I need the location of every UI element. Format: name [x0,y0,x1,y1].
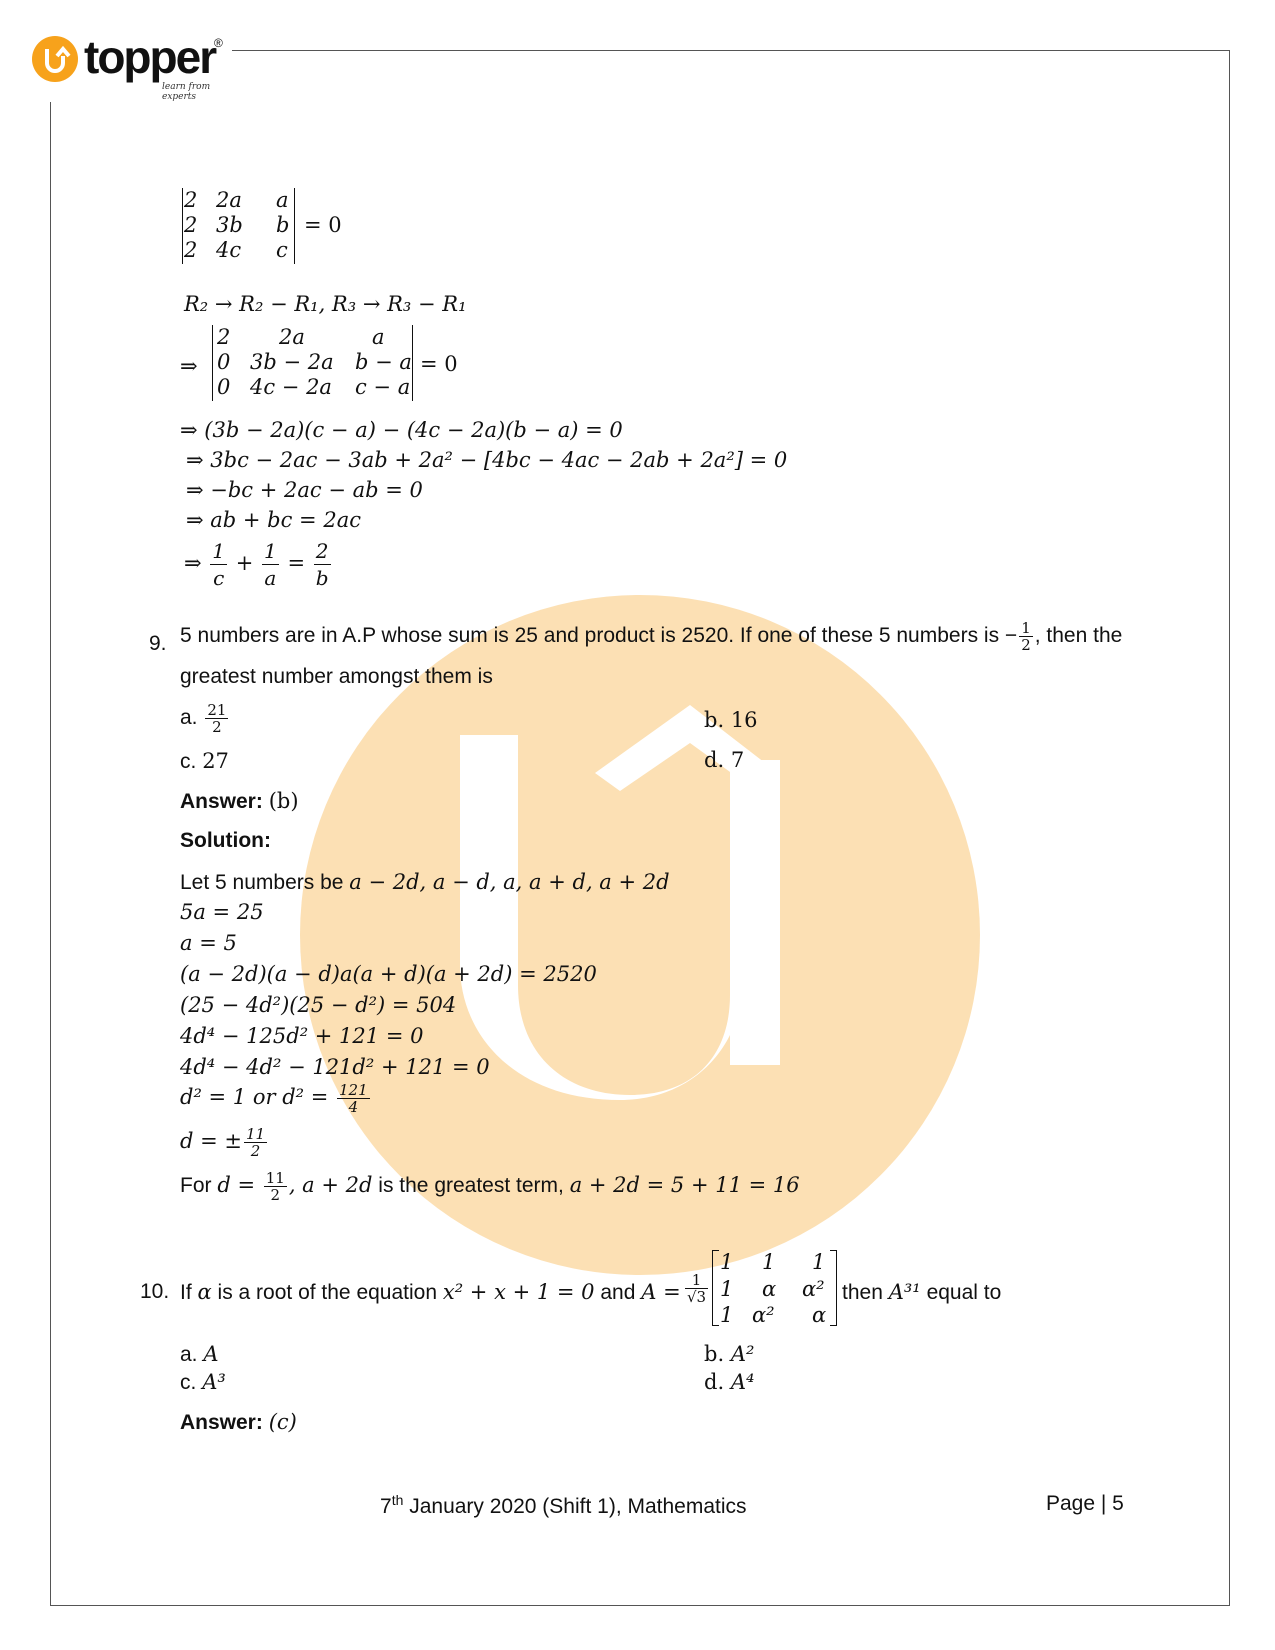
q9-option-c[interactable] [180,749,229,774]
q10-text-part: and [594,1281,642,1304]
q10-text-part: equal to [920,1281,1002,1304]
q10-option-d[interactable] [704,1370,754,1394]
q10-math: x² + x + 1 = 0 [442,1280,595,1304]
q9-solution-line [180,1082,372,1115]
solution-text: Let 5 numbers be [180,871,350,894]
det1-cell: 2a [216,188,242,212]
q9-answer [180,789,299,814]
det2-cell: 4c − 2a [250,375,332,399]
matrix-cell: 1 [720,1277,734,1301]
option-label: b. [704,1342,725,1366]
det2-cell: 2a [279,325,305,349]
q10-text-part: is a root of the equation [211,1281,443,1304]
matrix-cell: 1 [720,1303,734,1327]
det2-cell: b − a [355,350,412,374]
q9-solution-line [180,870,670,895]
q9-solution-line: 5a = 25 [180,900,264,924]
determinant-2 [212,325,417,401]
det2-cell: 0 [217,350,231,374]
solution8-final [184,538,333,591]
det1-cell: 2 [184,213,198,237]
implies-arrow: ⇒ [184,551,202,575]
option-label: a. [180,706,198,730]
logo-u-icon [32,36,78,82]
frac-den: 2 [212,718,222,736]
det1-cell: 2 [184,188,198,212]
q9-option-b[interactable] [704,708,758,732]
footer-title-text: January 2020 (Shift 1), Mathematics [403,1495,747,1518]
solution-text: is the greatest term, [372,1174,570,1198]
frac-den: 2 [250,1142,261,1160]
solution8-step: ⇒ −bc + 2ac − ab = 0 [186,478,423,502]
det1-cell: 4c [216,238,242,262]
q9-number: 9. [149,632,167,655]
option-label: c. [180,750,197,773]
frac-num: 2 [314,538,331,565]
row-operation: R₂ → R₂ − R₁, R₃ → R₃ − R₁ [184,292,467,316]
q10-option-b[interactable] [704,1342,754,1366]
brand-name: topper [84,31,216,83]
solution8-step: ⇒ 3bc − 2ac − 3ab + 2a² − [4bc − 4ac − 2ab + 2a²] = 0 [186,448,788,472]
implies-arrow: ⇒ [180,354,198,378]
matrix-cell: 1 [812,1250,826,1274]
q10-math: A³¹ [888,1280,921,1304]
option-label: c. [180,1371,197,1394]
det1-cell: 2 [184,238,198,262]
solution-math: a − 2d, a − d, a, a + d, a + 2d [349,870,670,894]
footer-day: 7 [380,1495,392,1518]
det1-rhs: = 0 [304,213,342,237]
page-number: Page | 5 [1046,1492,1124,1515]
det1-cell: 3b [216,213,243,237]
option-value: A⁴ [730,1370,755,1394]
frame-left-rule [50,102,51,1605]
brand-logo [32,31,232,102]
solution-heading: Solution: [180,829,271,852]
q10-text [180,1280,681,1305]
matrix-cell: α [762,1277,777,1301]
det1-cell: a [276,188,289,212]
matrix-a [712,1250,837,1326]
q9-text-part: 5 numbers are in A.P whose sum is 25 and product is 2520. If one of these 5 numbers is − [180,624,1018,648]
q9-solution-line: 4d⁴ − 125d² + 121 = 0 [180,1024,424,1048]
q10-option-a[interactable] [180,1342,219,1367]
answer-label: Answer: [180,1411,263,1434]
option-label: b. [704,708,725,732]
q9-solution-line [180,1170,800,1203]
det1-cell: c [276,238,288,262]
option-value: 27 [202,749,229,773]
plus-sign: + [235,551,254,575]
q10-scalar-fraction [685,1272,708,1305]
frac-num: 21 [207,701,227,719]
q9-solution-line: (a − 2d)(a − d)a(a + d)(a + 2d) = 2520 [180,962,597,986]
answer-value: (b) [268,789,299,813]
q9-option-a[interactable] [180,702,230,735]
frac-num: 11 [246,1125,266,1143]
q10-answer [180,1410,297,1435]
q9-text-part: , then the [1034,624,1123,648]
frac-num: 1 [1021,619,1031,637]
frac-num: 1 [264,539,277,563]
option-value: A² [730,1342,755,1366]
q10-text-part: then [842,1281,889,1304]
q9-solution-line: (25 − 4d²)(25 − d²) = 504 [180,993,457,1017]
equals-sign: = [287,551,306,575]
q10-text-part: If [180,1281,198,1304]
determinant-1 [182,188,302,264]
det2-cell: c − a [355,375,411,399]
frac-den: 4 [348,1098,359,1116]
solution8-step: ⇒ (3b − 2a)(c − a) − (4c − 2a)(b − a) = 0 [180,418,623,442]
brand-tagline: learn from experts [162,82,211,102]
q9-option-d[interactable] [704,748,744,772]
frame-bottom-rule [50,1605,1230,1606]
q10-math: A = [641,1280,681,1304]
det2-rhs: = 0 [420,352,458,376]
frac-num: 121 [339,1081,368,1099]
matrix-cell: 1 [762,1250,776,1274]
solution-math: d = [217,1173,262,1198]
q9-solution-line [180,1126,269,1159]
solution-math: d² = 1 or d² = [180,1085,336,1109]
solution8-step: ⇒ ab + bc = 2ac [186,508,361,532]
det2-cell: 0 [217,375,231,399]
solution-math: d = ± [180,1129,242,1153]
q10-text-tail [842,1280,1001,1305]
answer-value: (c) [268,1410,297,1434]
option-value: A [203,1342,219,1366]
matrix-cell: α [812,1303,827,1327]
frac-num: 11 [265,1169,285,1187]
option-value: 16 [730,708,758,732]
option-value: A³ [202,1370,226,1394]
option-label: d. [704,748,725,772]
frac-den: 2 [270,1186,281,1204]
q9-text-line2: greatest number amongst them is [180,665,493,688]
q10-number: 10. [140,1280,170,1303]
frac-den: c [213,566,225,590]
frac-den: 2 [1021,636,1031,654]
det2-cell: 3b − 2a [250,350,334,374]
frac-den: b [315,566,329,590]
det2-cell: 2 [217,325,231,349]
q10-math: α [197,1280,212,1304]
q9-text [180,620,1122,653]
det1-cell: b [276,213,290,237]
solution-math: a + 2d = 5 + 11 = 16 [569,1173,800,1198]
solution-math: , a + 2d [288,1173,373,1198]
footer-title [380,1492,747,1519]
frac-den: a [264,566,277,590]
option-label: a. [180,1343,198,1366]
q10-option-c[interactable] [180,1370,226,1395]
option-label: d. [704,1370,725,1394]
frac-num: 1 [212,539,226,563]
frame-right-rule [1229,50,1230,1605]
frac-den: √3 [687,1288,707,1306]
matrix-cell: α² [752,1303,775,1327]
matrix-cell: 1 [720,1250,734,1274]
q9-solution-line: a = 5 [180,931,237,955]
q9-solution-line: 4d⁴ − 4d² − 121d² + 121 = 0 [180,1055,490,1079]
frac-num: 1 [685,1272,708,1289]
det2-cell: a [372,325,385,349]
registered-mark: ® [214,36,223,50]
answer-label: Answer: [180,790,263,813]
matrix-cell: α² [802,1277,825,1301]
footer-day-suffix: th [391,1492,404,1508]
frame-top-rule [232,50,1230,51]
solution-text: For [180,1174,218,1198]
option-value: 7 [730,748,745,772]
